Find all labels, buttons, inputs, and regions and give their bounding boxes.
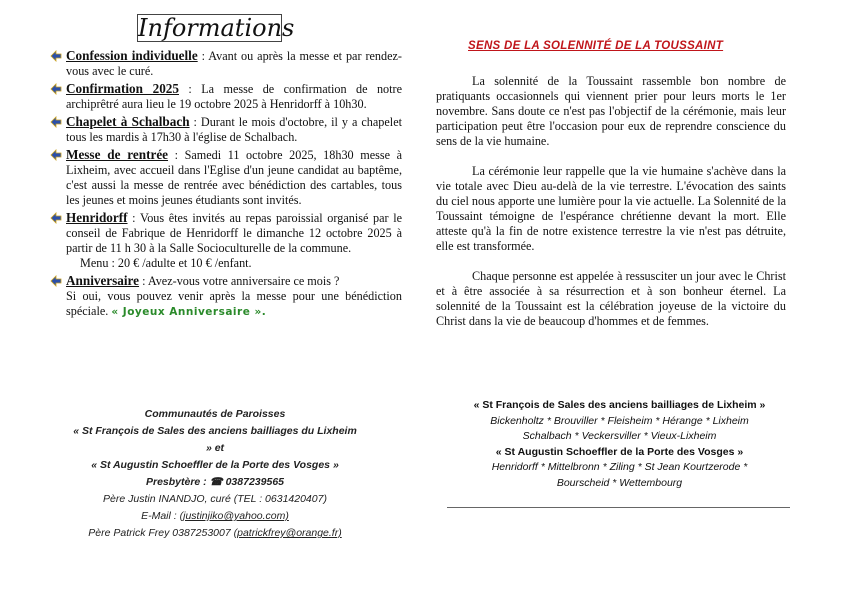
divider <box>447 507 790 508</box>
parish-name-1: « St François de Sales des anciens bailliages de Lixheim » <box>473 399 766 411</box>
item-text-continued <box>66 289 402 320</box>
pointing-hand-icon <box>50 149 62 161</box>
list-item <box>50 48 402 79</box>
signature-block <box>70 406 360 542</box>
villages-2: Schalbach * Veckersviller * Vieux-Lixheim <box>522 430 717 443</box>
item-text: : Avant ou après la messe et par rendez-vous avec le curé. <box>66 49 402 78</box>
list-item <box>50 273 402 320</box>
pointing-hand-icon <box>50 212 62 224</box>
item-text: : Samedi 11 octobre 2025, 18h30 messe à Lixheim, avec accueil dans l'Eglise d'un jeune candidat au baptême, c'est aussi la messe de rentrée avec bénédiction des cartables, tous les jeunes et moins jeunes étudiants sont invités. <box>66 148 403 207</box>
pointing-hand-icon <box>50 83 62 95</box>
villages-1: Bickenholtz * Brouviller * Fleisheim * Hérange * Lixheim <box>490 414 749 427</box>
pointing-hand-icon <box>50 116 62 128</box>
sig-communities: Communautés de Paroisses <box>144 408 286 420</box>
sig-parish-2: « St Augustin Schoeffler de la Porte des Vosges » <box>91 459 339 471</box>
item-text: : Avez-vous votre anniversaire ce mois ? <box>139 274 340 288</box>
sig-priest: Père Justin INANDJO, curé (TEL : 0631420407) <box>103 493 327 505</box>
sig-presbytery: Presbytère : ☎ 0387239565 <box>145 476 284 488</box>
item-text: : Vous êtes invités au repas paroissial organisé par le conseil de Fabrique de Henridorff le dimanche 12 octobre 2025 à partir de 11 h 30 à la Salle Socioculturelle de la commune. <box>66 211 402 255</box>
anniversary-greeting: « Joyeux Anniversaire ». <box>111 306 267 318</box>
article-body <box>436 74 786 344</box>
item-heading: Confession individuelle <box>66 48 198 63</box>
list-item <box>50 147 402 208</box>
list-item <box>50 210 402 271</box>
pointing-hand-icon <box>50 275 62 287</box>
list-item <box>50 114 402 145</box>
item-text: : Durant le mois d'octobre, il y a chapelet tous les mardis à 17h30 à l'église de Schalbach. <box>66 115 402 144</box>
villages-3: Henridorff * Mittelbronn * Ziling * St Jean Kourtzerode * <box>491 461 748 474</box>
villages-4: Bourscheid * Wettembourg <box>556 476 683 489</box>
item-heading: Chapelet à Schalbach <box>66 114 190 129</box>
list-item <box>50 81 402 112</box>
article-paragraph: La cérémonie leur rappelle que la vie humaine s'achève dans la vie totale avec Dieu au-delà de la vie terrestre. L'évocation des saints du ciel nous apporte une lumière pour la vie actuelle. La Solennité de la Toussaint témoigne de l'espérance chrétienne devant la mort. Elle atteste qu'à la fin de notre existence terrestre la vie n'est pas détruite, elle est transformée. <box>436 164 786 253</box>
article-title: SENS DE LA SOLENNITÉ DE LA TOUSSAINT <box>468 40 724 52</box>
article-paragraph: La solennité de la Toussaint rassemble bon nombre de pratiquants occasionnels qui viennent prier pour leurs morts le 1er novembre. Sans doute ce n'est pas l'objectif de la cérémonie, mais leur participation peut être l'occasion pour eux de reprendre conscience du sens de la vie humaine. <box>436 74 786 148</box>
item-text: : La messe de confirmation de notre archiprêtré aura lieu le 19 octobre 2025 à Henridorff à 10h30. <box>66 82 402 111</box>
parish-block <box>447 398 792 492</box>
email-label: E-Mail : <box>141 510 180 522</box>
item-heading: Anniversaire <box>66 273 140 288</box>
sig-priest-2 <box>70 525 360 542</box>
informations-list <box>50 48 402 322</box>
email-link-2[interactable]: (patrickfrey@orange.fr) <box>233 527 342 539</box>
item-heading: Messe de rentrée <box>66 147 169 162</box>
anniversary-text: Si oui, vous pouvez venir après la messe pour une bénédiction spéciale. <box>66 289 402 318</box>
pointing-hand-icon <box>50 50 62 62</box>
item-heading: Confirmation 2025 <box>66 81 179 96</box>
item-heading: Henridorff <box>66 210 128 225</box>
sig-email <box>70 508 360 525</box>
menu-price: Menu : 20 € /adulte et 10 € /enfant. <box>80 256 252 270</box>
informations-title: Informations <box>138 14 295 42</box>
email-link[interactable]: (justinjiko@yahoo.com) <box>179 510 289 522</box>
sig-parish-1: « St François de Sales des anciens bailliages du Lixheim » et <box>73 425 357 454</box>
article-paragraph: Chaque personne est appelée à ressusciter un jour avec le Christ et à être associée à sa résurrection et à son bonheur éternel. La solennité de la Toussaint est la célébration joyeuse de la victoire du Christ dans la vie de beaucoup d'hommes et de femmes. <box>436 269 786 328</box>
parish-name-2: « St Augustin Schoeffler de la Porte des Vosges » <box>495 445 744 458</box>
priest-2-label: Père Patrick Frey 0387253007 <box>88 527 234 539</box>
